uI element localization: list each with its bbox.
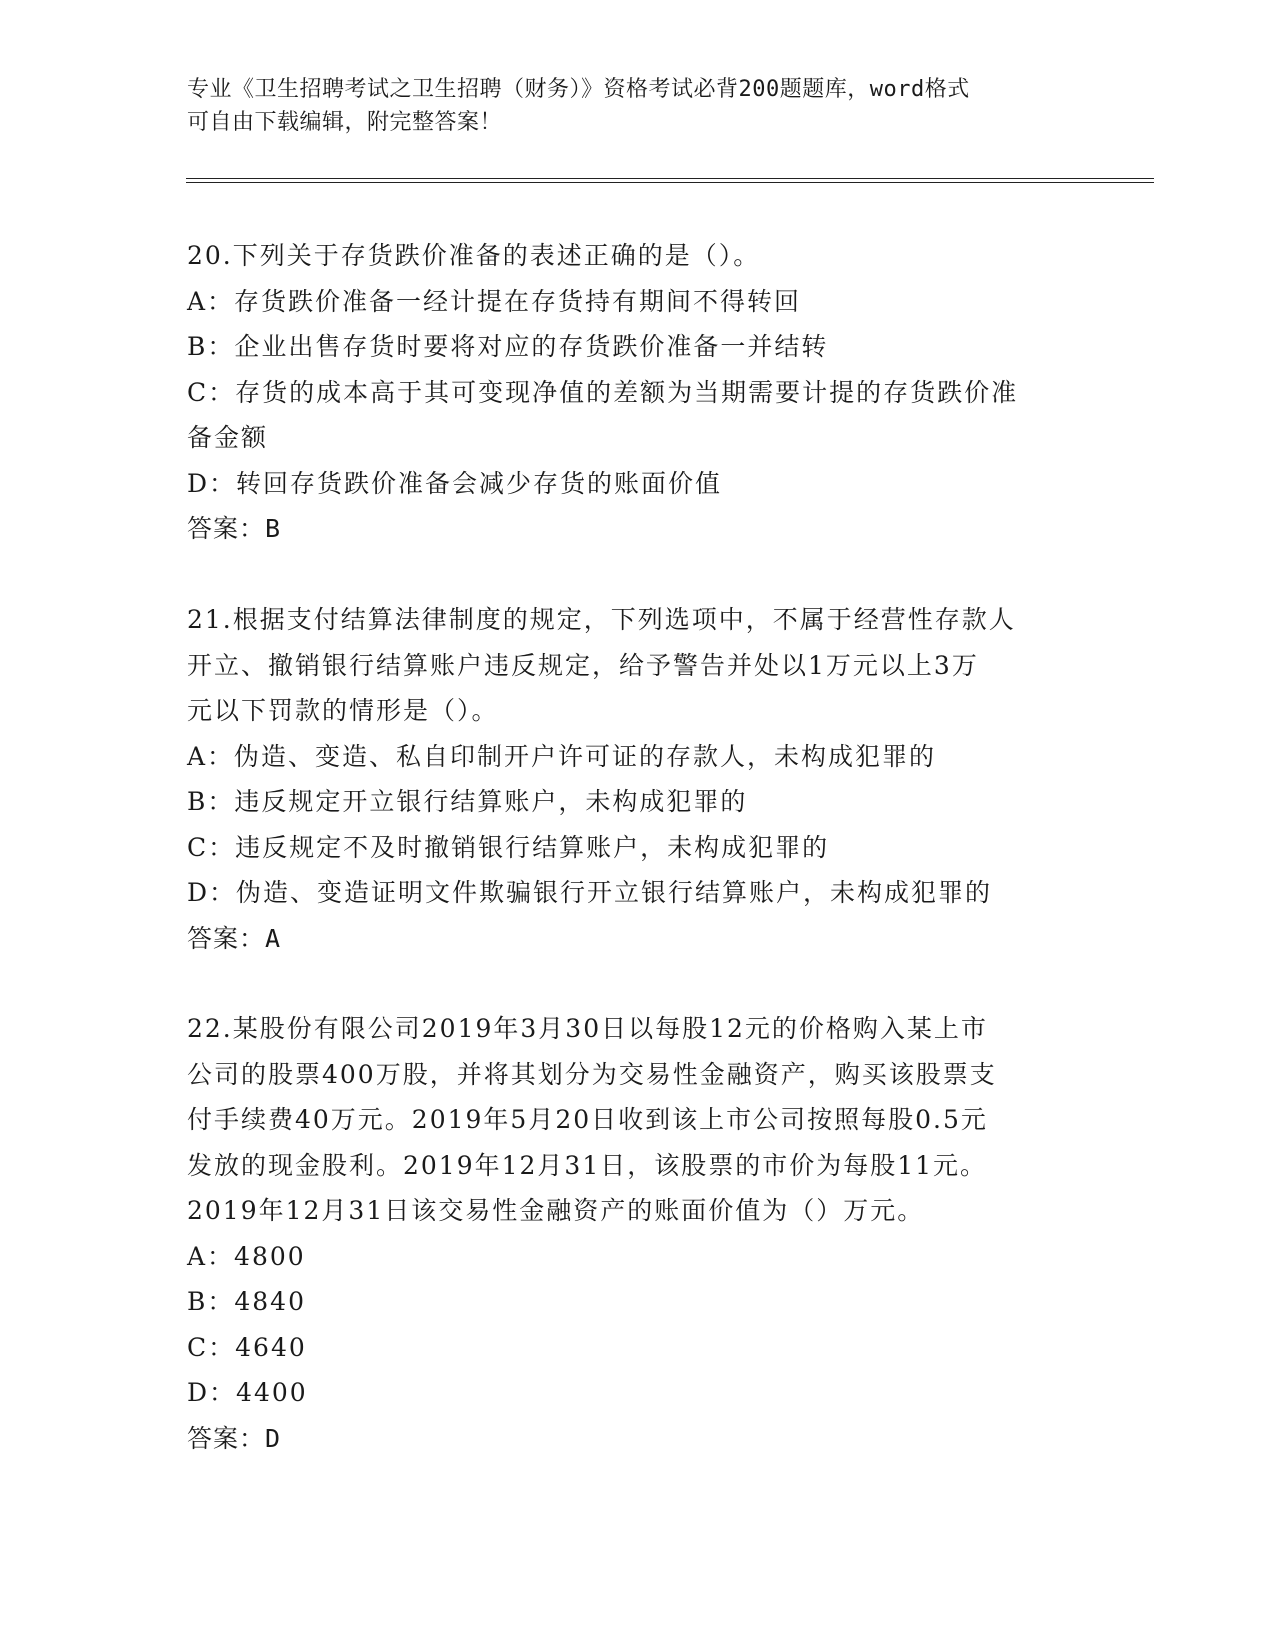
question-stem-line: 21.根据支付结算法律制度的规定，下列选项中，不属于经营性存款人: [187, 605, 1016, 634]
option-c-continued: 备金额: [187, 423, 269, 452]
header-divider-bottom: [186, 182, 1154, 183]
header-line-2: 可自由下载编辑，附完整答案！: [187, 110, 503, 135]
option-d: D：转回存货跌价准备会减少存货的账面价值: [187, 468, 723, 498]
question-stem-line: 元以下罚款的情形是（）。: [187, 696, 499, 725]
option-b: B：企业出售存货时要将对应的存货跌价准备一并结转: [187, 332, 829, 361]
question-stem-line: 2019年12月31日该交易性金融资产的账面价值为（）万元。: [187, 1196, 925, 1225]
answer-label: 答案：B: [187, 514, 282, 543]
question-stem-line: 22.某股份有限公司2019年3月30日以每股12元的价格购入某上市: [187, 1014, 988, 1043]
option-a: A：伪造、变造、私自印制开户许可证的存款人，未构成犯罪的: [187, 741, 937, 771]
header-line-1: 专业《卫生招聘考试之卫生招聘（财务）》资格考试必背200题题库，word格式: [187, 77, 970, 102]
question-21: [187, 597, 1087, 961]
option-a: A：存货跌价准备一经计提在存货持有期间不得转回: [187, 286, 802, 316]
option-a: A：4800: [187, 1241, 306, 1271]
option-c: C：违反规定不及时撤销银行结算账户，未构成犯罪的: [187, 832, 830, 862]
answer-label: 答案：D: [187, 1423, 282, 1453]
question-stem-line: 20.下列关于存货跌价准备的表述正确的是（）。: [187, 241, 761, 270]
question-stem-line: 付手续费40万元。2019年5月20日收到该上市公司按照每股0.5元: [187, 1105, 988, 1134]
answer-label: 答案：A: [187, 923, 282, 953]
option-c: C：4640: [187, 1332, 307, 1362]
document-header: [187, 73, 1067, 139]
question-22: [187, 1006, 1087, 1461]
question-stem-line: 公司的股票400万股，并将其划分为交易性金融资产，购买该股票支: [187, 1059, 997, 1089]
option-d: D：4400: [187, 1378, 308, 1407]
option-b: B：4840: [187, 1287, 306, 1316]
option-c: C：存货的成本高于其可变现净值的差额为当期需要计提的存货跌价准: [187, 377, 1019, 407]
question-stem-line: 开立、撤销银行结算账户违反规定，给予警告并处以1万元以上3万: [187, 650, 979, 680]
header-divider-top: [186, 178, 1154, 179]
question-20: [187, 233, 1087, 552]
option-d: D：伪造、变造证明文件欺骗银行开立银行结算账户，未构成犯罪的: [187, 878, 993, 907]
question-stem-line: 发放的现金股利。2019年12月31日，该股票的市价为每股11元。: [187, 1150, 988, 1180]
option-b: B：违反规定开立银行结算账户，未构成犯罪的: [187, 787, 748, 816]
